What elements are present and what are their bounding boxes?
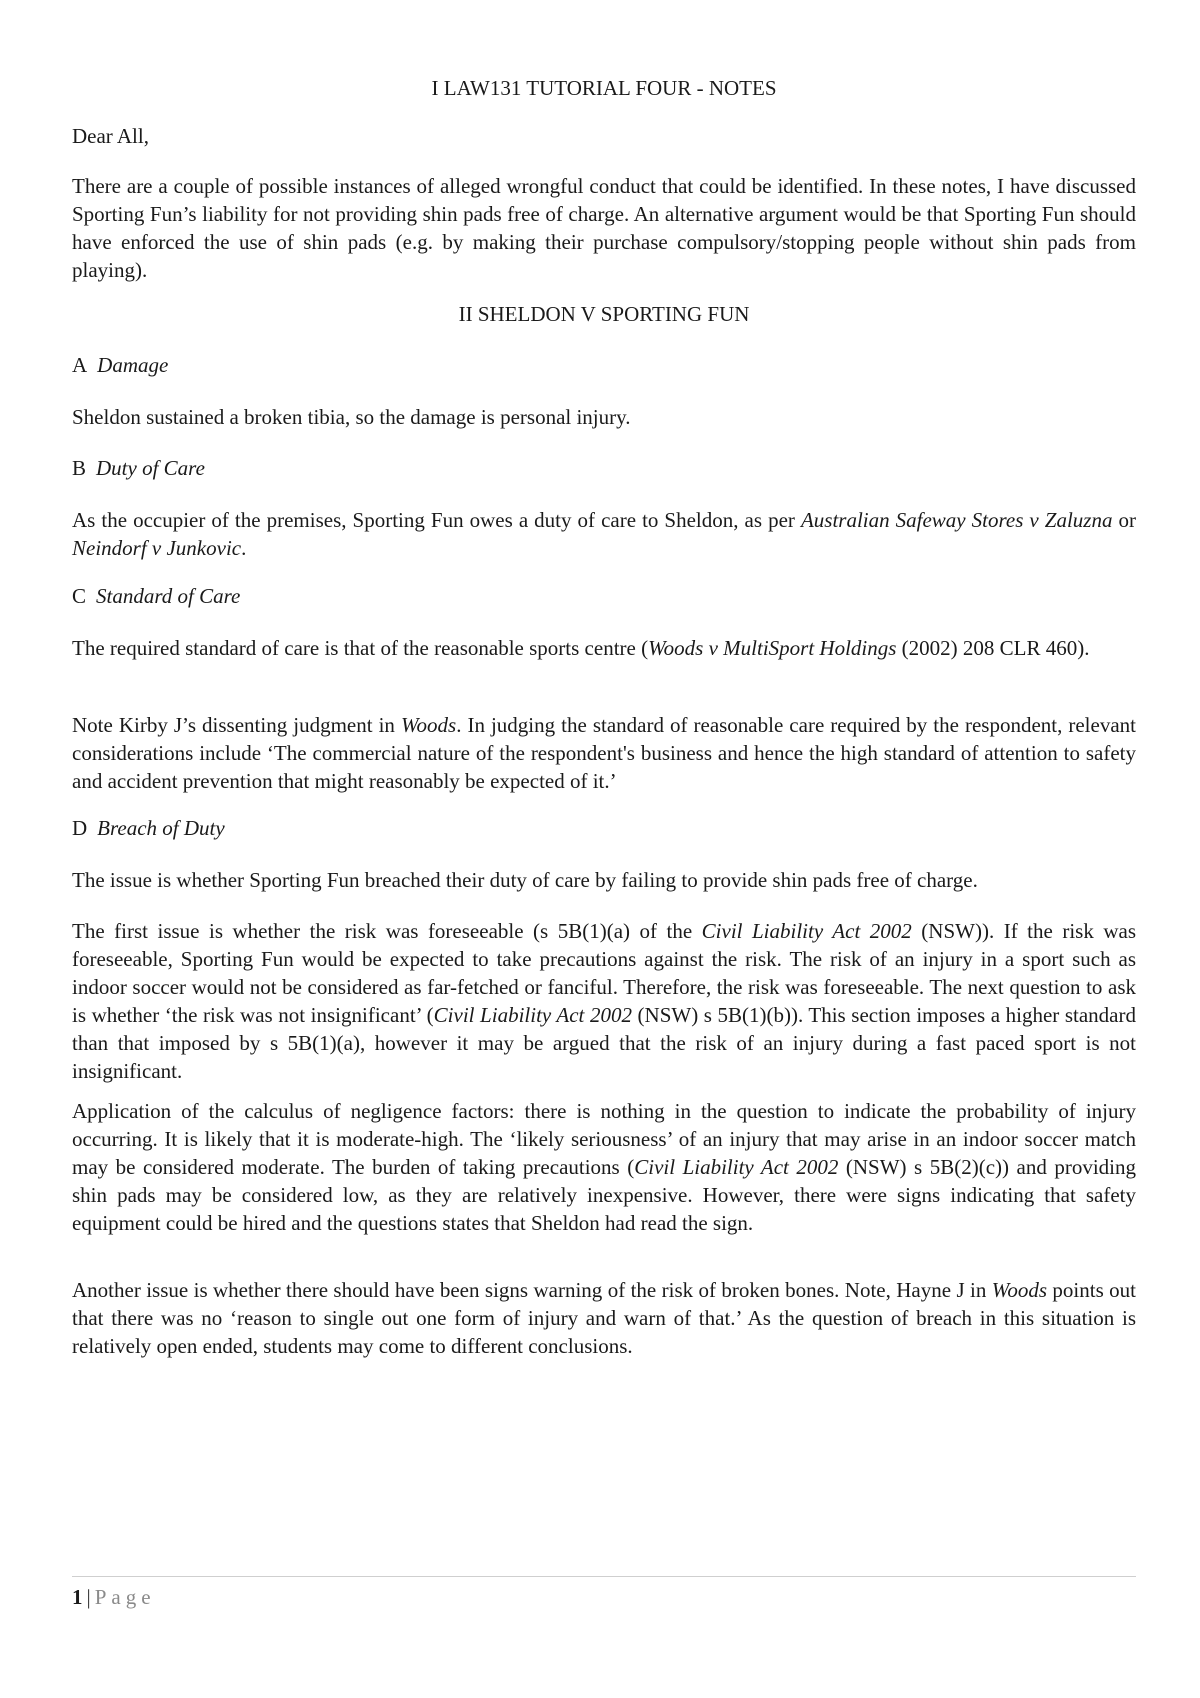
subheading-number: D: [72, 816, 88, 840]
case-citation: Australian Safeway Stores v Zaluzna: [800, 508, 1113, 532]
subheading-standard: [72, 582, 240, 610]
standard-paragraph-2: Note Kirby J’s dissenting judgment in Woods. In judging the standard of reasonable care required by the respondent, relevant considerations include ‘The commercial nature of the respondent's business and hence the high standard of attention to safety and accident prevention that might reasonably be expected of it.’: [72, 713, 1136, 793]
act-citation: Civil Liability Act 2002: [634, 1155, 839, 1179]
subheading-damage: [72, 351, 168, 379]
case-citation: Woods: [400, 713, 457, 737]
duty-paragraph: As the occupier of the premises, Sporting Fun owes a duty of care to Sheldon, as per Australian Safeway Stores v Zaluzna or Neindorf v Junkovic.: [72, 508, 1136, 560]
footer-separator: |: [86, 1585, 91, 1609]
page-footer: [72, 1583, 156, 1611]
breach-paragraph-3: Application of the calculus of negligence factors: there is nothing in the question to indicate the probability of injury occurring. It is likely that it is moderate-high. The ‘likely seriousness’ of an injury that may arise in an indoor soccer match may be considered moderate. The burden of taking precautions (Civil Liability Act 2002 (NSW) s 5B(2)(c)) and providing shin pads may be considered low, as they are relatively inexpensive. However, there were signs indicating that safety equipment could be hired and the questions states that Sheldon had read the sign.: [72, 1099, 1137, 1235]
page-number: 1: [72, 1585, 83, 1609]
case-citation: Woods: [991, 1278, 1048, 1302]
subheading-number: C: [72, 584, 87, 608]
subheading-duty: [72, 454, 205, 482]
document-title: I LAW131 TUTORIAL FOUR - NOTES: [431, 76, 777, 100]
standard-paragraph-1: The required standard of care is that of the reasonable sports centre (Woods v MultiSport Holdings (2002) 208 CLR 460).: [72, 636, 1090, 660]
subheading-breach: [72, 814, 225, 842]
damage-paragraph: Sheldon sustained a broken tibia, so the damage is personal injury.: [72, 405, 631, 429]
case-citation: Neindorf v Junkovic: [72, 536, 242, 560]
subheading-text: Duty of Care: [96, 456, 205, 480]
breach-paragraph-4: Another issue is whether there should have been signs warning of the risk of broken bones. Note, Hayne J in Woods points out that there was no ‘reason to single out one form of injury and warn of that.’ As the question of breach in this situation is relatively open ended, students may come to different conclusions.: [72, 1278, 1136, 1358]
subheading-number: A: [72, 353, 88, 377]
intro-paragraph: There are a couple of possible instances of alleged wrongful conduct that could be identified. In these notes, I have discussed Sporting Fun’s liability for not providing shin pads free of charge. An alternative argument would be that Sporting Fun should have enforced the use of shin pads (e.g. by making their purchase compulsory/stopping people without shin pads from playing).: [72, 174, 1136, 282]
subheading-text: Standard of Care: [96, 584, 241, 608]
salutation: Dear All,: [72, 124, 149, 148]
section-heading-sheldon: II SHELDON V SPORTING FUN: [458, 302, 750, 326]
breach-paragraph-2: The first issue is whether the risk was foreseeable (s 5B(1)(a) of the Civil Liability Act 2002 (NSW)). If the risk was foreseeable, Sporting Fun would be expected to take precautions against the risk. The risk of an injury in a sport such as indoor soccer would not be considered as far-fetched or fanciful. Therefore, the risk was foreseeable. The next question to ask is whether ‘the risk was not insignificant’ (Civil Liability Act 2002 (NSW) s 5B(1)(b)). This section imposes a higher standard than that imposed by s 5B(1)(a), however it may be argued that the risk of an injury during a fast paced sport is not insignificant.: [72, 919, 1136, 1083]
footer-divider: [72, 1576, 1136, 1577]
breach-paragraph-1: The issue is whether Sporting Fun breached their duty of care by failing to provide shin pads free of charge.: [72, 868, 978, 892]
subheading-text: Damage: [97, 353, 169, 377]
subheading-text: Breach of Duty: [97, 816, 225, 840]
subheading-number: B: [72, 456, 87, 480]
page-label: Page: [94, 1585, 156, 1609]
act-citation: Civil Liability Act 2002: [433, 1003, 632, 1027]
case-citation: Woods v MultiSport Holdings: [648, 636, 897, 660]
act-citation: Civil Liability Act 2002: [701, 919, 912, 943]
